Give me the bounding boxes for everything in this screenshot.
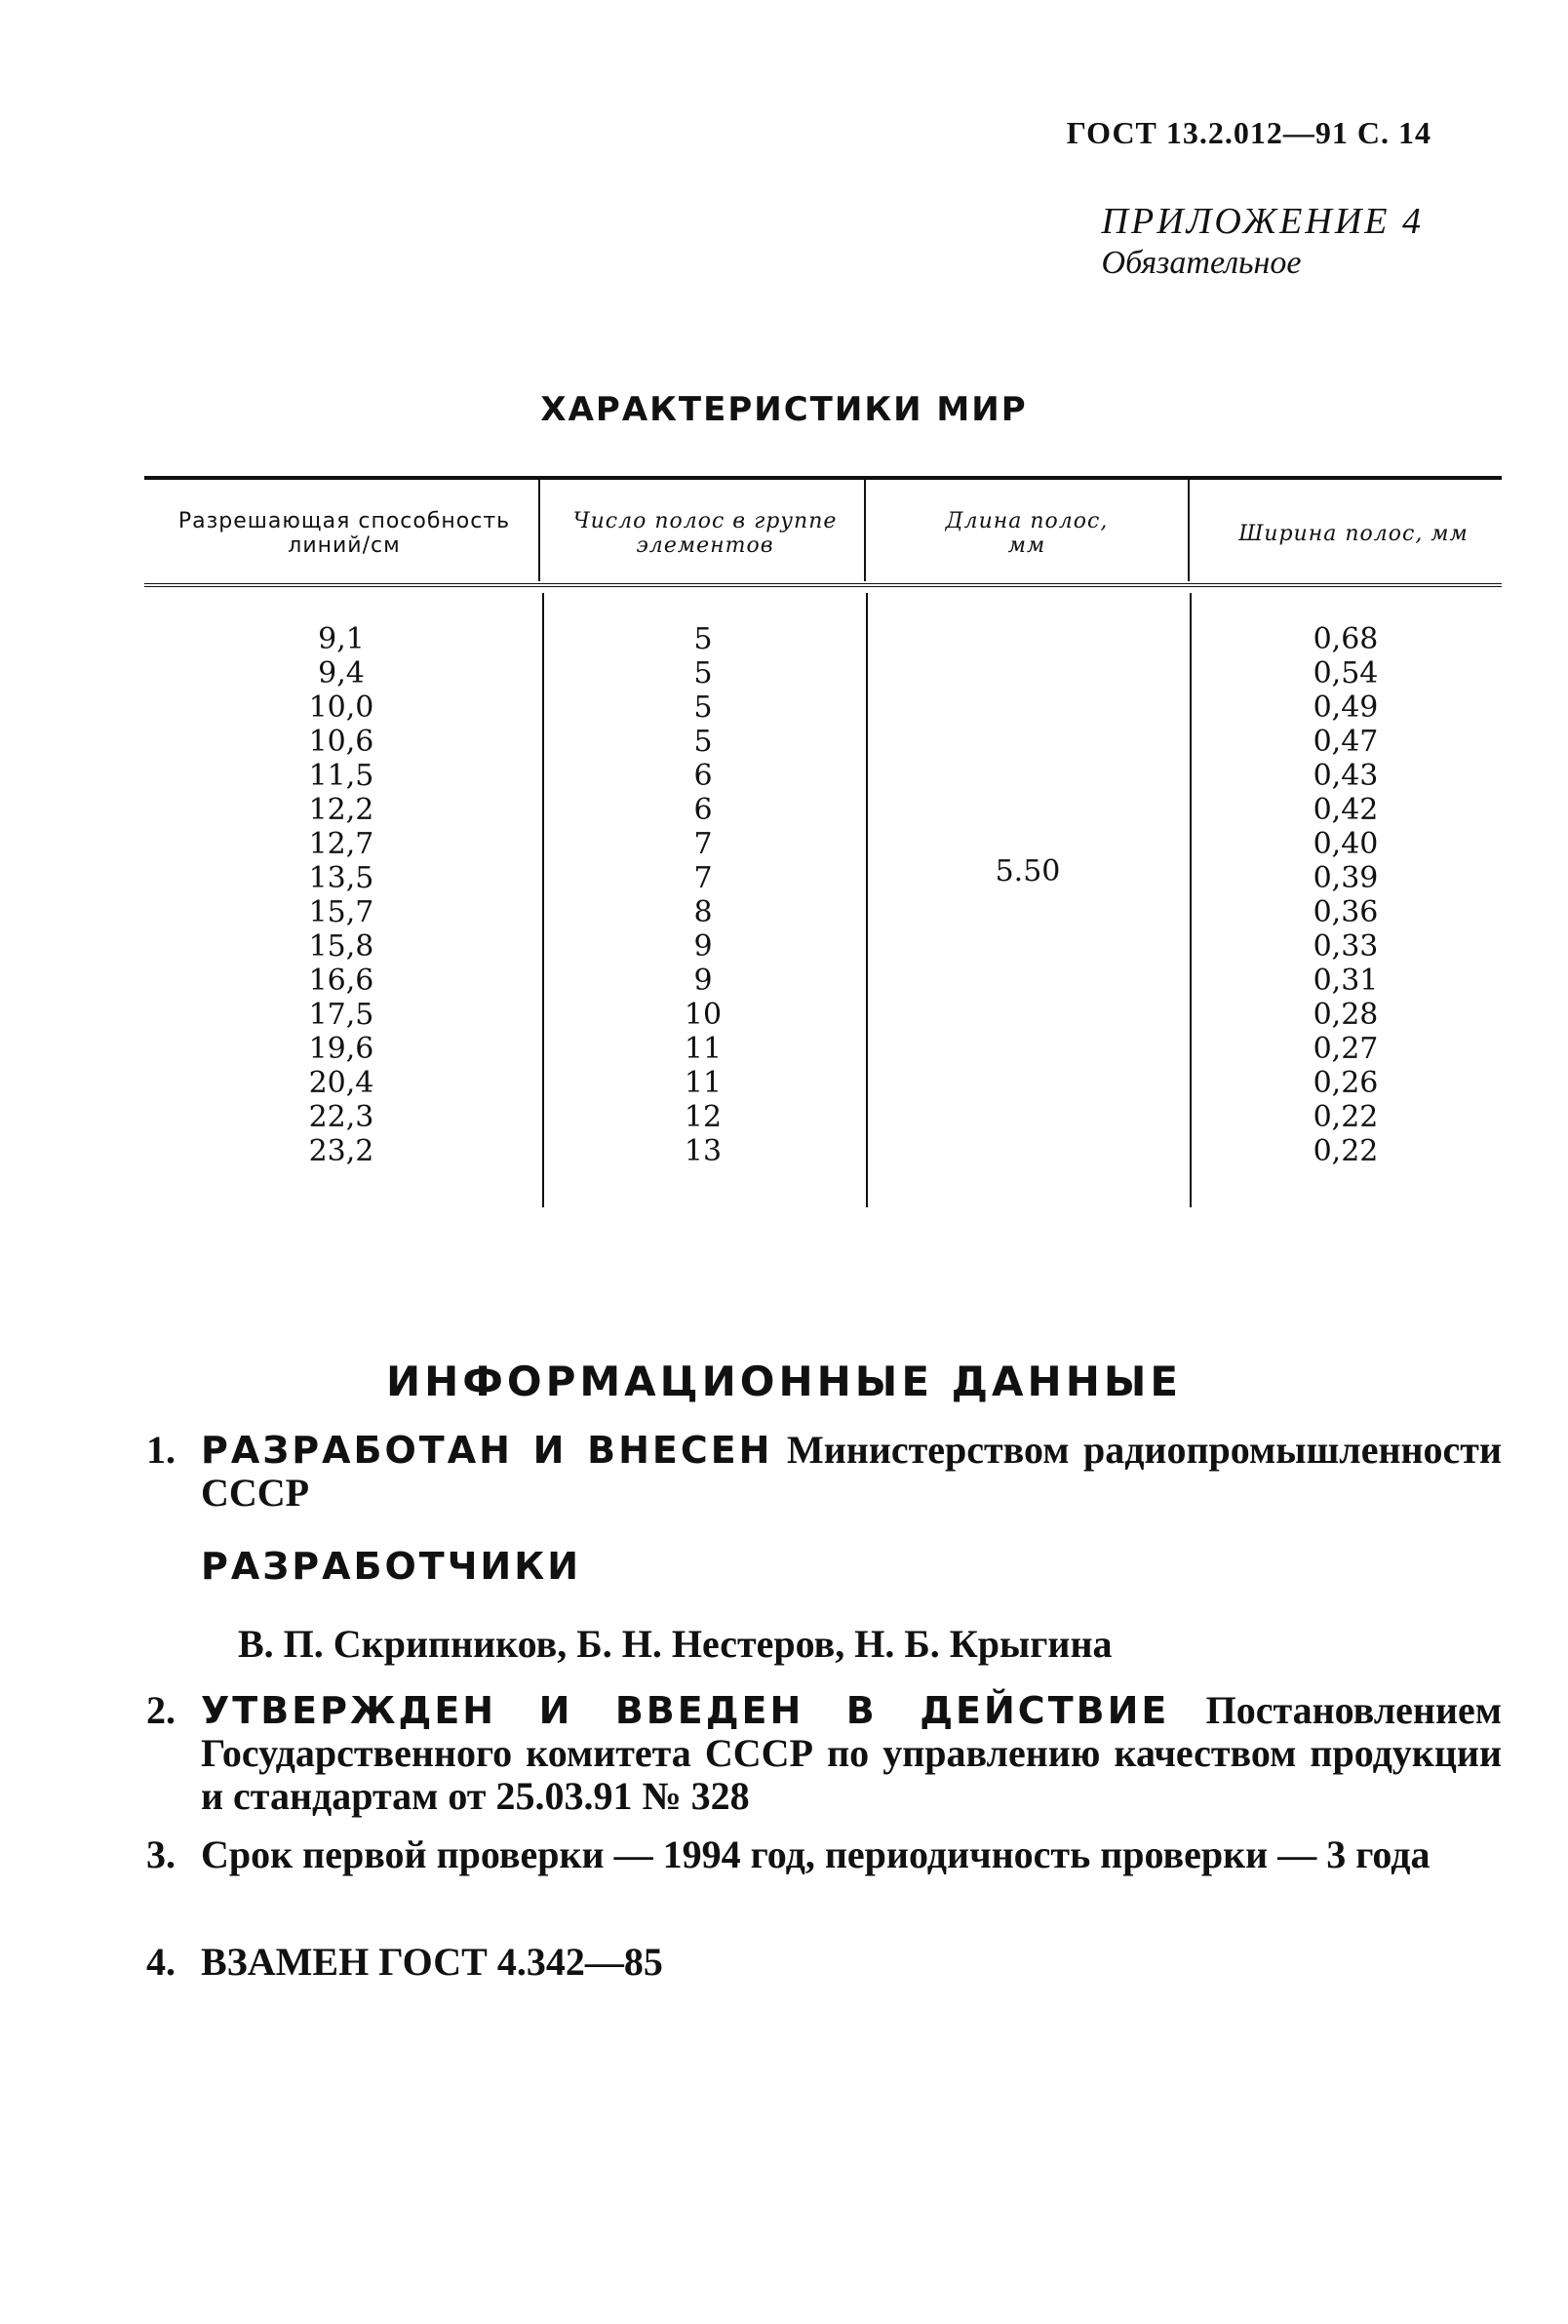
column-stripe-width bbox=[1190, 622, 1502, 1168]
table-cell-stripe-count: 9 bbox=[693, 929, 713, 964]
table-cell-stripe-count: 7 bbox=[693, 861, 713, 895]
body-divider bbox=[866, 593, 868, 1207]
table-cell-resolution: 11,5 bbox=[308, 759, 374, 793]
table-cell-stripe-count: 11 bbox=[684, 1032, 723, 1066]
table-cell-resolution: 9,1 bbox=[318, 622, 365, 656]
table-cell-stripe-count: 8 bbox=[693, 895, 713, 929]
page-header: ГОСТ 13.2.012—91 С. 14 bbox=[1066, 115, 1431, 150]
table-cell-resolution: 17,5 bbox=[308, 998, 374, 1032]
info-item-caps: УТВЕРЖДЕН И ВВЕДЕН В ДЕЙСТВИЕ bbox=[201, 1689, 1170, 1732]
table-cell-stripe-count: 12 bbox=[684, 1100, 723, 1134]
table-cell-resolution: 22,3 bbox=[308, 1100, 374, 1134]
table-cell-resolution: 15,8 bbox=[308, 929, 374, 964]
table-cell-stripe-width: 0,47 bbox=[1313, 725, 1379, 759]
table-cell-stripe-count: 13 bbox=[684, 1134, 723, 1168]
developers-heading: РАЗРАБОТЧИКИ bbox=[201, 1545, 582, 1588]
info-item-text: Срок первой проверки — 1994 год, периодичность проверки — 3 года bbox=[201, 1832, 1431, 1876]
info-item-text: Постановлением Государственного комитета СССР по управлению качеством продукции и стандартам от 25.03.91 № 328 bbox=[201, 1688, 1502, 1818]
table-cell-resolution: 23,2 bbox=[308, 1134, 374, 1168]
table-cell-stripe-count: 5 bbox=[693, 622, 713, 656]
table-cell-stripe-width: 0,22 bbox=[1313, 1134, 1379, 1168]
table-cell-resolution: 10,6 bbox=[308, 725, 374, 759]
table-cell-resolution: 12,2 bbox=[308, 793, 374, 827]
table-cell-stripe-count: 10 bbox=[684, 998, 723, 1032]
table-cell-stripe-width: 0,68 bbox=[1313, 622, 1379, 656]
characteristics-table bbox=[144, 476, 1502, 1207]
info-item-text: Министерством радиопромышленности СССР bbox=[201, 1428, 1502, 1515]
table-cell-resolution: 15,7 bbox=[308, 895, 374, 929]
header-divider bbox=[864, 480, 866, 581]
table-cell-stripe-count: 6 bbox=[693, 759, 713, 793]
column-header-stripe-count: Число полос в группе элементов bbox=[572, 509, 838, 558]
table-title: ХАРАКТЕРИСТИКИ МИР bbox=[540, 390, 1028, 429]
table-cell-stripe-width: 0,42 bbox=[1313, 793, 1379, 827]
table-cell-resolution: 9,4 bbox=[318, 656, 365, 690]
table-cell-stripe-width: 0,26 bbox=[1313, 1066, 1379, 1100]
table-cell-stripe-count: 9 bbox=[693, 964, 713, 998]
table-cell-resolution: 10,0 bbox=[308, 690, 374, 725]
info-title: ИНФОРМАЦИОННЫЕ ДАННЫЕ bbox=[385, 1358, 1183, 1405]
table-cell-stripe-count: 5 bbox=[693, 690, 713, 725]
table-cell-resolution: 20,4 bbox=[308, 1066, 374, 1100]
appendix-block bbox=[1102, 200, 1424, 282]
table-cell-resolution: 19,6 bbox=[308, 1032, 374, 1066]
table-cell-stripe-count: 11 bbox=[684, 1066, 723, 1100]
table-cell-stripe-count: 6 bbox=[693, 793, 713, 827]
info-item-number: 4. bbox=[146, 1940, 176, 1984]
table-cell-stripe-width: 0,43 bbox=[1313, 759, 1379, 793]
column-header-resolution: Разрешающая способность линий/см bbox=[177, 509, 511, 558]
table-cell-stripe-width: 0,39 bbox=[1313, 861, 1379, 895]
table-header-rule bbox=[144, 583, 1502, 591]
info-item-1 bbox=[146, 1429, 1502, 1515]
info-item-3 bbox=[146, 1833, 1502, 1876]
info-item-caps: РАЗРАБОТАН И ВНЕСЕН bbox=[201, 1429, 773, 1472]
info-item-4 bbox=[146, 1941, 1502, 1984]
info-item-number: 2. bbox=[146, 1688, 176, 1732]
info-item-2 bbox=[146, 1689, 1502, 1818]
table-cell-stripe-width: 0,27 bbox=[1313, 1032, 1379, 1066]
table-cell-stripe-count: 7 bbox=[693, 827, 713, 861]
info-item-number: 1. bbox=[146, 1428, 176, 1472]
table-cell-stripe-width: 0,54 bbox=[1313, 656, 1379, 690]
table-cell-resolution: 12,7 bbox=[308, 827, 374, 861]
table-cell-stripe-width: 0,49 bbox=[1313, 690, 1379, 725]
column-stripe-count bbox=[542, 622, 864, 1168]
table-cell-resolution: 13,5 bbox=[308, 861, 374, 895]
column-resolution bbox=[144, 622, 538, 1168]
stripe-length-value: 5.50 bbox=[995, 854, 1061, 888]
table-cell-resolution: 16,6 bbox=[308, 964, 374, 998]
table-cell-stripe-width: 0,33 bbox=[1313, 929, 1379, 964]
table-cell-stripe-width: 0,40 bbox=[1313, 827, 1379, 861]
table-top-rule bbox=[144, 476, 1502, 480]
column-header-stripe-width: Ширина полос, мм bbox=[1238, 521, 1469, 546]
table-cell-stripe-count: 5 bbox=[693, 725, 713, 759]
header-divider bbox=[1188, 480, 1190, 581]
table-cell-stripe-width: 0,28 bbox=[1313, 998, 1379, 1032]
table-cell-stripe-width: 0,31 bbox=[1313, 964, 1379, 998]
appendix-label: ПРИЛОЖЕНИЕ 4 bbox=[1101, 201, 1424, 242]
table-cell-stripe-width: 0,22 bbox=[1313, 1100, 1379, 1134]
info-item-number: 3. bbox=[146, 1832, 176, 1876]
developers-names: В. П. Скрипников, Б. Н. Нестеров, Н. Б. Крыгина bbox=[238, 1622, 1113, 1666]
info-item-text: ВЗАМЕН ГОСТ 4.342—85 bbox=[201, 1940, 663, 1984]
appendix-status: Обязательное bbox=[1101, 245, 1302, 281]
table-cell-stripe-width: 0,36 bbox=[1313, 895, 1379, 929]
table-cell-stripe-count: 5 bbox=[693, 656, 713, 690]
header-divider bbox=[538, 480, 540, 581]
column-header-stripe-length: Длина полос, мм bbox=[945, 509, 1109, 558]
